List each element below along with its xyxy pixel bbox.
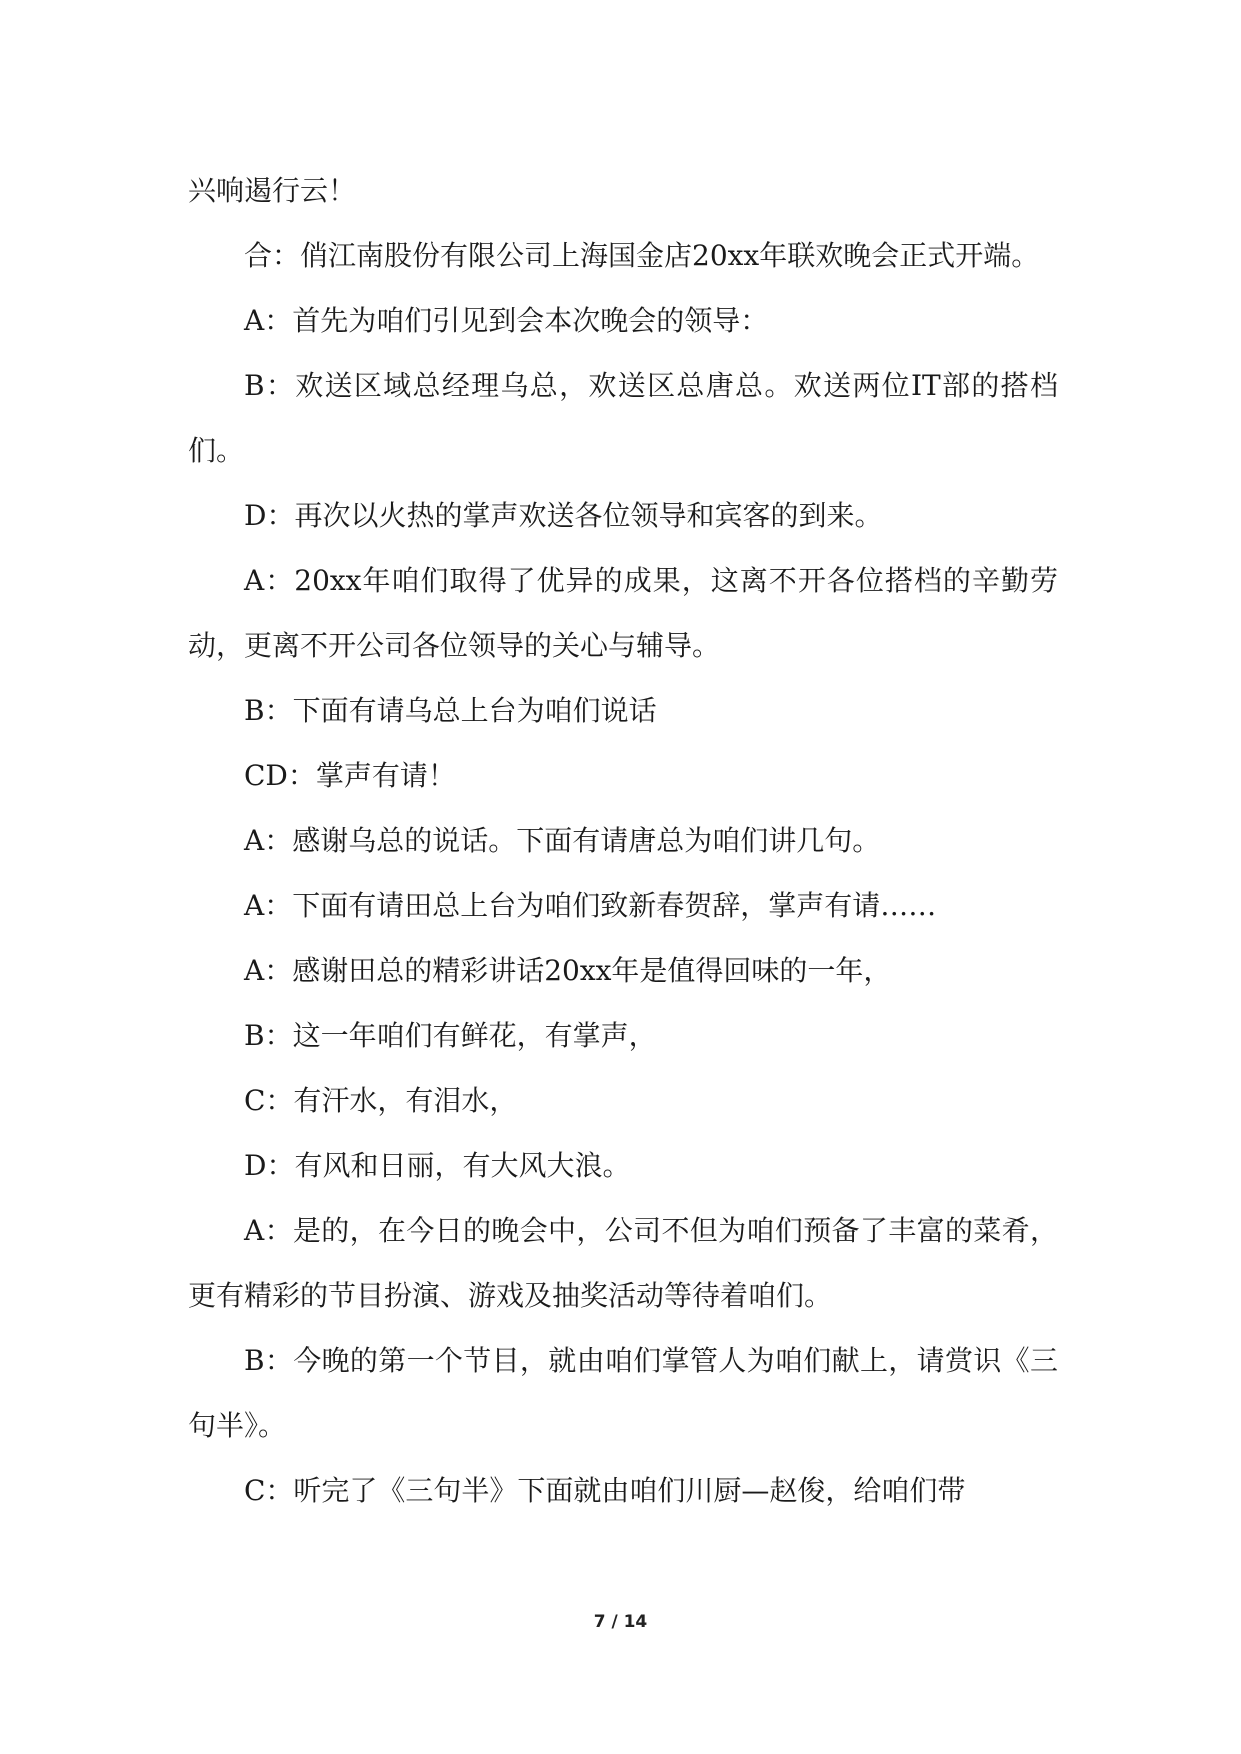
- paragraph: A：20xx年咱们取得了优异的成果，这离不开各位搭档的辛勤劳动，更离不开公司各位领导的关心与辅导。: [188, 564, 1058, 662]
- paragraph: A：是的，在今日的晚会中，公司不但为咱们预备了丰富的菜肴，更有精彩的节目扮演、游戏及抽奖活动等待着咱们。: [188, 1214, 1058, 1312]
- paragraph: A：感谢乌总的说话。下面有请唐总为咱们讲几句。: [244, 824, 881, 857]
- paragraph: C：有汗水，有泪水，: [244, 1084, 518, 1117]
- document-body: [188, 158, 1058, 1523]
- paragraph: A：感谢田总的精彩讲话20xx年是值得回味的一年，: [244, 954, 892, 987]
- paragraph: A：下面有请田总上台为咱们致新春贺辞，掌声有请……: [244, 889, 937, 922]
- paragraph: A：首先为咱们引见到会本次晚会的领导：: [244, 304, 769, 337]
- paragraph: C：听完了《三句半》下面就由咱们川厨—赵俊，给咱们带: [244, 1474, 966, 1507]
- paragraph: 合：俏江南股份有限公司上海国金店20xx年联欢晚会正式开端。: [244, 239, 1040, 272]
- paragraph: 兴响遏行云！: [188, 174, 357, 207]
- page-number: 7 / 14: [593, 1612, 648, 1632]
- paragraph: D：有风和日丽，有大风大浪。: [244, 1149, 631, 1182]
- paragraph: B：这一年咱们有鲜花，有掌声，: [244, 1019, 657, 1052]
- paragraph: B：下面有请乌总上台为咱们说话: [244, 694, 657, 727]
- paragraph: B：欢送区域总经理乌总，欢送区总唐总。欢送两位IT部的搭档们。: [188, 369, 1058, 467]
- paragraph: B：今晚的第一个节目，就由咱们掌管人为咱们献上，请赏识《三句半》。: [188, 1344, 1058, 1442]
- paragraph: CD：掌声有请！: [244, 759, 456, 792]
- paragraph: D：再次以火热的掌声欢送各位领导和宾客的到来。: [244, 499, 883, 532]
